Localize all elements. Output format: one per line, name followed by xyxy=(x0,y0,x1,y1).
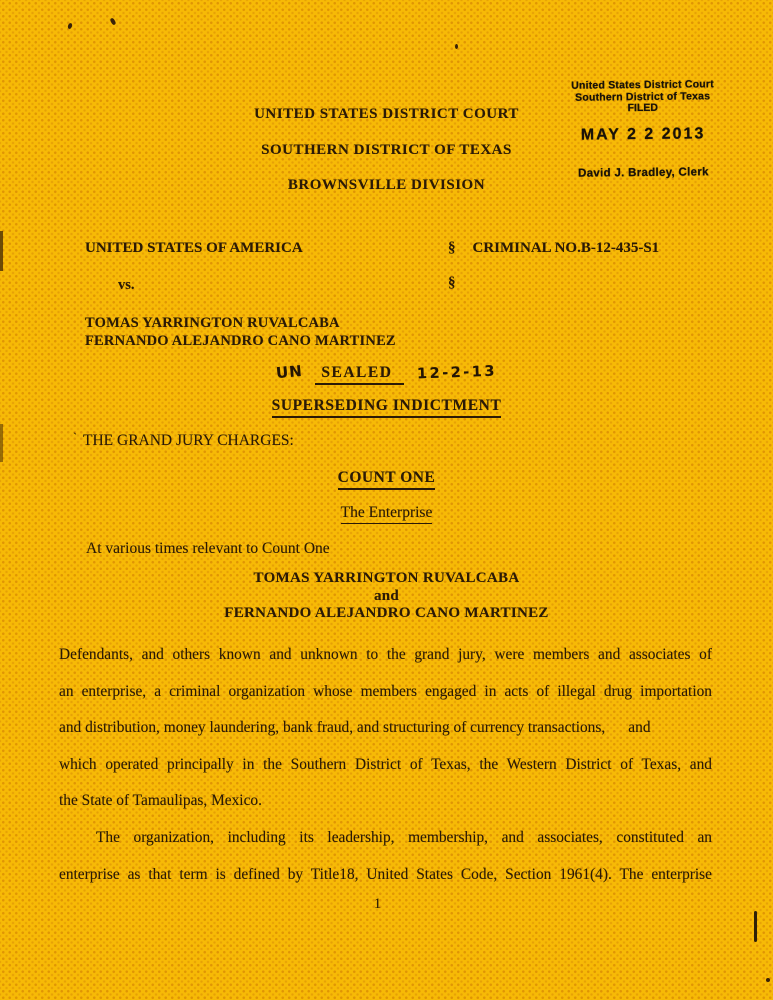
paragraph-line: an enterprise, a criminal organization whose members engaged in acts of illegal drug importation xyxy=(59,682,712,700)
section-symbol: § xyxy=(448,240,456,256)
conjunction-and: and xyxy=(373,587,400,604)
stamp-district-line: Southern District of Texas xyxy=(575,89,711,104)
filed-stamp xyxy=(562,79,723,179)
indictment-paragraph-2 xyxy=(59,829,712,902)
stray-tick-mark: ` xyxy=(73,430,77,444)
paragraph-line: the State of Tamaulipas, Mexico. xyxy=(59,792,262,810)
scan-speck xyxy=(67,22,73,29)
grand-jury-charges-text: THE GRAND JURY CHARGES: xyxy=(83,432,294,449)
paragraph-line: Defendants, and others known and unknown to the grand jury, were members and associates of xyxy=(59,646,712,663)
paragraph-line: The organization, including its leadership, membership, and associates, constituted an xyxy=(96,829,712,846)
caption-defendants xyxy=(85,314,396,350)
document-title-row xyxy=(0,397,773,418)
enterprise-subheading: The Enterprise xyxy=(341,504,433,524)
seal-annotation xyxy=(0,363,773,385)
scan-speck xyxy=(110,17,117,25)
enterprise-row xyxy=(0,504,773,524)
scan-speck xyxy=(455,44,458,49)
defendant-name-2: FERNANDO ALEJANDRO CANO MARTINEZ xyxy=(85,333,396,349)
count-one-row xyxy=(0,469,773,490)
paragraph-line: which operated principally in the Southern District of Texas, the Western District of Texas, and xyxy=(59,755,712,773)
paragraph-line: and distribution, money laundering, bank fraud, and structuring of currency transactions, and xyxy=(59,719,651,737)
court-name: UNITED STATES DISTRICT COURT xyxy=(254,106,519,122)
defendant-name-1: TOMAS YARRINGTON RUVALCABA xyxy=(253,570,520,586)
scan-speck xyxy=(766,978,770,982)
paragraph-line: enterprise as that term is defined by Title18, United States Code, Section 1961(4). The enterprise xyxy=(59,865,712,883)
count-intro-line: At various times relevant to Count One xyxy=(86,540,330,557)
stamp-court-line: United States District Court xyxy=(571,78,714,92)
handwritten-unseal-date: 12-2-13 xyxy=(417,363,498,383)
division-name: BROWNSVILLE DIVISION xyxy=(287,177,486,193)
stamp-filed-label: FILED xyxy=(627,101,659,115)
grand-jury-charges-line xyxy=(73,430,294,450)
indictment-paragraph-1 xyxy=(59,646,712,829)
section-symbol: § xyxy=(448,275,456,291)
document-title: SUPERSEDING INDICTMENT xyxy=(272,397,502,418)
case-number: CRIMINAL NO.B-12-435-S1 xyxy=(472,240,660,256)
scan-edge-mark xyxy=(0,231,3,271)
district-name: SOUTHERN DISTRICT OF TEXAS xyxy=(261,141,512,158)
sealed-label: SEALED xyxy=(315,364,404,385)
count-one-heading: COUNT ONE xyxy=(338,469,436,490)
stamp-filed-date: MAY 2 2 2013 xyxy=(580,124,706,144)
case-number-group xyxy=(448,240,659,257)
scan-edge-mark xyxy=(754,911,757,942)
scan-edge-mark xyxy=(0,424,3,462)
stamp-clerk-signature: David J. Bradley, Clerk xyxy=(578,165,709,180)
defendant-name-2: FERNANDO ALEJANDRO CANO MARTINEZ xyxy=(224,605,549,621)
defendants-heading-block xyxy=(0,570,773,623)
page-number: 1 xyxy=(373,896,382,912)
plaintiff-name: UNITED STATES OF AMERICA xyxy=(85,240,303,256)
versus-label: vs. xyxy=(118,277,135,293)
defendant-name-1: TOMAS YARRINGTON RUVALCABA xyxy=(85,315,340,331)
handwritten-un: UN xyxy=(274,361,304,383)
